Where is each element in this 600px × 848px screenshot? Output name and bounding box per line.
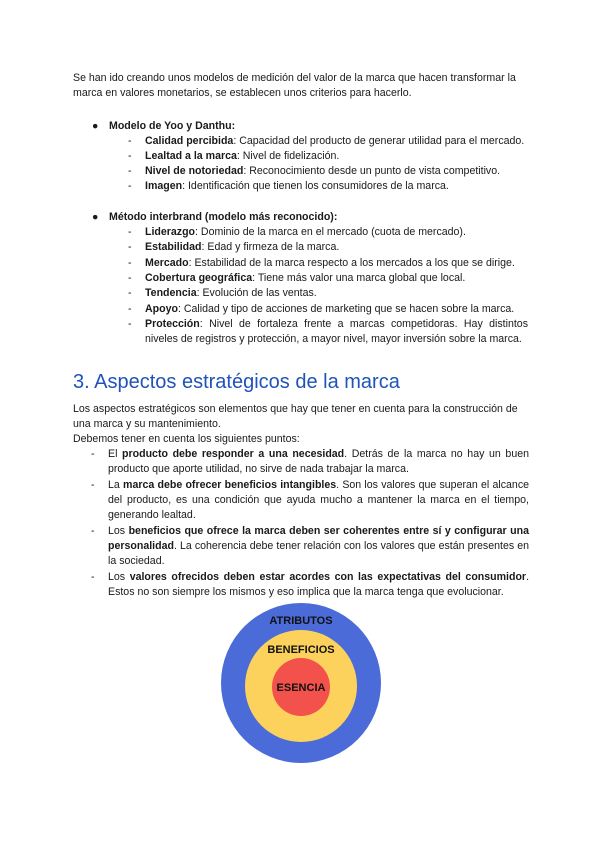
bullet-dot: ● bbox=[92, 120, 99, 132]
item-term: Liderazgo bbox=[145, 226, 196, 238]
dash-marker: - bbox=[128, 257, 132, 269]
dash-marker: - bbox=[128, 318, 132, 330]
middle-label: BENEFICIOS bbox=[267, 644, 335, 656]
dash-marker: - bbox=[91, 571, 95, 583]
dash-marker: - bbox=[128, 180, 132, 192]
item-desc: : Reconocimiento desde un punto de vista competitivo. bbox=[243, 165, 501, 177]
outer-label: ATRIBUTOS bbox=[269, 615, 333, 627]
item-desc: : Capacidad del producto de generar utilidad para el mercado. bbox=[233, 135, 525, 147]
item-desc: : Nivel de fidelización. bbox=[236, 150, 340, 162]
dash-marker: - bbox=[128, 241, 132, 253]
bullet-title: Método interbrand (modelo más reconocido): bbox=[109, 211, 338, 223]
dash-marker: - bbox=[128, 150, 132, 162]
item-desc: : Tiene más valor una marca global que local. bbox=[252, 272, 466, 284]
item-desc: : Evolución de las ventas. bbox=[196, 287, 317, 299]
inner-label: ESENCIA bbox=[276, 682, 326, 694]
item-desc: : Edad y firmeza de la marca. bbox=[201, 241, 340, 253]
brand-circles-diagram bbox=[221, 603, 381, 763]
section-heading: 3. Aspectos estratégicos de la marca bbox=[73, 371, 400, 393]
bullet-dot: ● bbox=[92, 211, 99, 223]
dash-marker: - bbox=[128, 135, 132, 147]
bullet-title: Modelo de Yoo y Danthu: bbox=[109, 120, 236, 132]
dash-marker: - bbox=[91, 525, 95, 537]
dash-marker: - bbox=[91, 479, 95, 491]
dash-marker: - bbox=[128, 287, 132, 299]
point-emphasis: beneficios que ofrece la marca deben ser coherentes entre sí y configurar una personalidad bbox=[108, 525, 529, 552]
point-emphasis: valores ofrecidos deben estar acordes con las expectativas del consumidor bbox=[129, 571, 527, 583]
item-term: Apoyo bbox=[145, 303, 178, 315]
item-term: Tendencia bbox=[145, 287, 197, 299]
document-page: Se han ido creando unos modelos de medición del valor de la marca que hacen transformar la marca en valores monetarios, se establecen unos criterios para hacerlo. ● Modelo de Yoo y Danthu: - Calidad percibida: Capacidad del producto de generar utilidad para el mercado. - Lealtad a la marca: Nivel de fidelización. - Nivel de notoriedad: Reconocimiento desde un punto de vista competitivo. - Imagen: Identificación que tienen los consumidores de la marca. ● Método interbrand (modelo más reconocido): - Liderazgo: Dominio de la marca en el mercado (cuota de mercado). - Estabilidad: Edad y firmeza de la marca. - Mercado: Estabilidad de la marca respecto a los mercados a los que se dirige. - Cobertura geográfica: Tiene más valor una marca global que local. - Tendencia: Evolución de las ventas. - Apoyo: Calidad y tipo de acciones de marketing que se hacen sobre la marca. - Protección: Nivel de fortaleza frente a marcas competidoras. Hay distintos niveles de registros y protección, a mayor nivel, mayor inversión sobre la marca. 3. Aspectos estratégicos de la marca Los aspectos estratégicos son elementos que hay que tener en cuenta para la construcción de una marca y su mantenimiento. Debemos tener en cuenta los siguientes puntos: - El producto debe responder a una necesidad. Detrás de la marca no hay un buen producto que aporte utilidad, no sirve de nada trabajar la marca. - La marca debe ofrecer beneficios intangibles. Son los valores que superan el alcance del producto, es una condición que ayuda mucho a mantener la marca en el tiempo, generando lealtad. - Los beneficios que ofrece la marca deben ser coherentes entre sí y configurar una personalidad. La coherencia debe tener relación con los valores que están presentes en la sociedad. - Los valores ofrecidos deben estar acordes con las expectativas del consumidor. Estos no son siempre los mismos y eso implica que la marca tenga que evolucionar. ATRIBUTOS BENEFICIOS ESENCIA bbox=[0, 0, 600, 848]
section-paragraph: Los aspectos estratégicos son elementos que hay que tener en cuenta para la construcción de una marca y su mantenimiento. bbox=[73, 403, 518, 430]
dash-marker: - bbox=[128, 303, 132, 315]
item-term: Protección bbox=[145, 318, 200, 330]
circles-svg bbox=[221, 603, 381, 763]
section-paragraph-lead: Debemos tener en cuenta los siguientes puntos: bbox=[73, 433, 300, 445]
item-term: Nivel de notoriedad bbox=[145, 165, 244, 177]
dash-marker: - bbox=[128, 165, 132, 177]
point-emphasis: producto debe responder a una necesidad bbox=[122, 448, 345, 460]
item-desc: : Identificación que tienen los consumidores de la marca. bbox=[182, 180, 449, 192]
item-desc: : Calidad y tipo de acciones de marketing que se hacen sobre la marca. bbox=[177, 303, 515, 315]
item-term: Mercado bbox=[145, 257, 189, 269]
item-term: Imagen bbox=[145, 180, 183, 192]
item-desc: : Estabilidad de la marca respecto a los mercados a los que se dirige. bbox=[188, 257, 515, 269]
item-term: Calidad percibida bbox=[145, 135, 234, 147]
item-term: Cobertura geográfica bbox=[145, 272, 253, 284]
item-term: Lealtad a la marca bbox=[145, 150, 237, 162]
point-emphasis: marca debe ofrecer beneficios intangibles bbox=[123, 479, 337, 491]
dash-marker: - bbox=[128, 226, 132, 238]
dash-marker: - bbox=[128, 272, 132, 284]
dash-marker: - bbox=[91, 448, 95, 460]
item-desc: : Dominio de la marca en el mercado (cuota de mercado). bbox=[195, 226, 466, 238]
item-desc: : Nivel de fortaleza frente a marcas competidoras. Hay distintos niveles de registros y protección, a mayor nivel, mayor inversión sobre la marca. bbox=[145, 318, 528, 345]
intro-paragraph: Se han ido creando unos modelos de medición del valor de la marca que hacen transformar la marca en valores monetarios, se establecen unos criterios para hacerlo. bbox=[73, 72, 516, 99]
item-term: Estabilidad bbox=[145, 241, 202, 253]
